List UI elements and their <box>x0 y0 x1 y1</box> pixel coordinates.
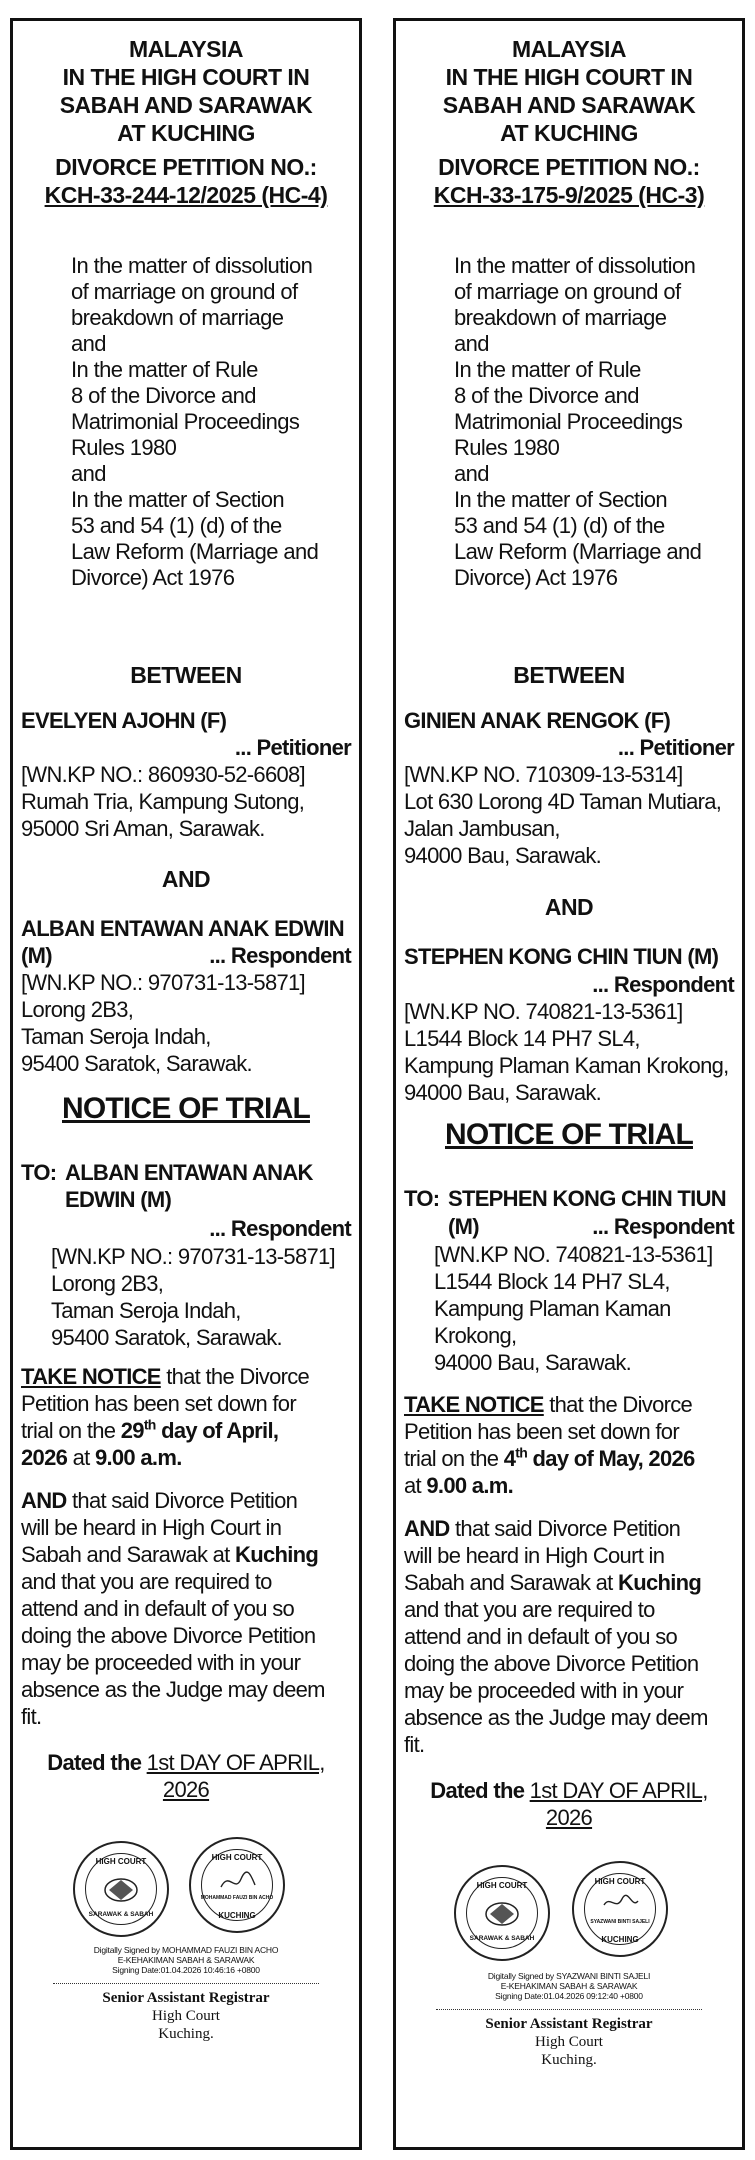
address-line: Taman Seroja Indah, <box>51 1298 241 1323</box>
signature-divider <box>436 2009 702 2010</box>
court-line: IN THE HIGH COURT IN <box>62 64 310 90</box>
dated-label: Dated the <box>47 1750 142 1775</box>
address-line: Rumah Tria, Kampung Sutong, <box>21 789 305 814</box>
registrar-block <box>396 2015 742 2069</box>
take-notice-paragraph <box>21 1363 351 1471</box>
petition-number: KCH-33-175-9/2025 (HC-3) <box>433 182 705 208</box>
signature-line: E-KEHAKIMAN SABAH & SARAWAK <box>117 1955 255 1965</box>
notice-heading <box>396 35 742 209</box>
seal-text: SARAWAK & SABAH <box>88 1911 154 1918</box>
matter-line: breakdown of marriage <box>71 305 284 330</box>
address-line: [WN.KP NO. 740821-13-5361] <box>434 1242 713 1267</box>
address-line: 95400 Saratok, Sarawak. <box>21 1051 252 1076</box>
heard-text: that said Divorce Petition <box>455 1516 681 1541</box>
address-line: L1544 Block 14 PH7 SL4, <box>434 1269 670 1294</box>
address-line: [WN.KP NO.: 860930-52-6608] <box>21 762 305 787</box>
court-line: AT KUCHING <box>500 120 638 146</box>
heard-paragraph <box>404 1515 734 1758</box>
take-notice-text: Petition has been set down for <box>21 1391 296 1416</box>
dated-label: Dated the <box>430 1778 525 1803</box>
court-seal <box>454 1865 550 1961</box>
seal-text: HIGH COURT <box>95 1857 147 1866</box>
seal-text: SARAWAK & SABAH <box>469 1935 535 1942</box>
signature-icon <box>217 1869 257 1895</box>
default-text: absence as the Judge may deem <box>404 1705 708 1730</box>
address-line: 95000 Sri Aman, Sarawak. <box>21 816 265 841</box>
matter-line: In the matter of dissolution <box>454 253 696 278</box>
address-line: [WN.KP NO.: 970731-13-5871] <box>51 1244 335 1269</box>
between-heading: BETWEEN <box>130 662 242 688</box>
matter-line: Rules 1980 <box>454 435 560 460</box>
trial-at: at <box>404 1473 421 1498</box>
to-role: ... Respondent <box>592 1214 734 1239</box>
address-line: [WN.KP NO.: 970731-13-5871] <box>21 970 305 995</box>
signature-divider <box>53 1983 319 1984</box>
default-text: fit. <box>21 1704 42 1729</box>
respondent-role: ... Respondent <box>592 972 734 997</box>
matter-line: 8 of the Divorce and <box>454 383 639 408</box>
heard-place: Kuching <box>618 1570 702 1595</box>
seal-text: HIGH COURT <box>594 1877 646 1886</box>
address-line: Lorong 2B3, <box>21 997 134 1022</box>
trial-day-suffix: th <box>515 1444 528 1461</box>
and-heading: AND <box>544 894 594 920</box>
dated-value: 1st DAY OF APRIL, <box>529 1778 708 1803</box>
address-line: Kampung Plaman Kaman Krokong, <box>404 1053 729 1078</box>
default-text: may be proceeded with in your <box>21 1650 301 1675</box>
petition-label: DIVORCE PETITION NO.: <box>438 154 700 180</box>
take-notice-text: Petition has been set down for <box>404 1419 679 1444</box>
registrar-title: Senior Assistant Registrar <box>485 2016 653 2032</box>
registrar-court: High Court <box>152 2008 220 2024</box>
to-address <box>434 1241 713 1376</box>
matter-line: Matrimonial Proceedings <box>454 409 683 434</box>
default-text: fit. <box>404 1732 425 1757</box>
address-line: L1544 Block 14 PH7 SL4, <box>404 1026 640 1051</box>
dated-value: 1st DAY OF APRIL, <box>146 1750 325 1775</box>
trial-time: 9.00 a.m. <box>426 1473 514 1498</box>
matter-line: Law Reform (Marriage and <box>71 539 319 564</box>
default-text: doing the above Divorce Petition <box>21 1623 316 1648</box>
default-text: may be proceeded with in your <box>404 1678 684 1703</box>
and-heading: AND <box>161 866 211 892</box>
address-line: Lot 630 Lorong 4D Taman Mutiara, <box>404 789 722 814</box>
respondent-address <box>21 969 305 1077</box>
matter-line: 8 of the Divorce and <box>71 383 256 408</box>
default-text: and that you are required to <box>404 1597 655 1622</box>
trial-time: 9.00 a.m. <box>94 1445 182 1470</box>
heard-text: that said Divorce Petition <box>72 1488 298 1513</box>
registrar-seal <box>189 1837 285 1933</box>
matter-line: of marriage on ground of <box>71 279 298 304</box>
address-line: Kampung Plaman Kaman <box>434 1296 671 1321</box>
country: MALAYSIA <box>129 36 243 62</box>
registrar-block <box>13 1989 359 2043</box>
seal-text: HIGH COURT <box>211 1853 263 1862</box>
court-notice-right <box>393 18 745 2150</box>
matter-line: In the matter of Rule <box>454 357 641 382</box>
address-line: 94000 Bau, Sarawak. <box>404 843 602 868</box>
default-text: absence as the Judge may deem <box>21 1677 325 1702</box>
matter-line: Divorce) Act 1976 <box>71 565 235 590</box>
seal-text: KUCHING <box>218 1911 256 1920</box>
address-line: [WN.KP NO. 710309-13-5314] <box>404 762 683 787</box>
matter-line: and <box>71 331 106 356</box>
signature-line: Digitally Signed by MOHAMMAD FAUZI BIN ACHO <box>93 1945 279 1955</box>
address-line: Lorong 2B3, <box>51 1271 164 1296</box>
dated-line <box>13 1749 359 1803</box>
heard-paragraph <box>21 1487 351 1730</box>
matter-line: In the matter of Section <box>454 487 668 512</box>
heard-text: Sabah and Sarawak at <box>404 1570 613 1595</box>
registrar-title: Senior Assistant Registrar <box>102 1990 270 2006</box>
matter-line: and <box>454 331 489 356</box>
signature-line: Signing Date:01.04.2026 10:46:16 +0800 <box>112 1965 260 1975</box>
petition-number: KCH-33-244-12/2025 (HC-4) <box>44 182 328 208</box>
default-text: doing the above Divorce Petition <box>404 1651 699 1676</box>
respondent-address <box>404 998 729 1106</box>
petitioner-name: EVELYEN AJOHN (F) <box>21 708 227 733</box>
heard-place: Kuching <box>235 1542 319 1567</box>
take-notice-lead: TAKE NOTICE <box>404 1392 544 1417</box>
petitioner-address <box>404 761 721 869</box>
respondent-name: (M) <box>21 943 52 968</box>
crest-icon <box>101 1875 141 1905</box>
signature-line: E-KEHAKIMAN SABAH & SARAWAK <box>500 1981 638 1991</box>
seal-signer: SYAZWANI BINTI SAJELI <box>590 1919 650 1925</box>
matter-line: and <box>454 461 489 486</box>
court-notice-left <box>10 18 362 2150</box>
court-line: SABAH AND SARAWAK <box>59 92 313 118</box>
matter-clauses <box>454 253 736 591</box>
heard-lead: AND <box>21 1488 67 1513</box>
take-notice-text: that the Divorce <box>166 1364 310 1389</box>
to-address <box>51 1243 335 1351</box>
matter-line: Rules 1980 <box>71 435 177 460</box>
to-label: TO: <box>21 1160 57 1185</box>
registrar-seal <box>572 1861 668 1957</box>
notice-of-trial-title: NOTICE OF TRIAL <box>62 1092 310 1125</box>
registrar-place: Kuching. <box>158 2026 214 2042</box>
heard-lead: AND <box>404 1516 450 1541</box>
to-role: ... Respondent <box>209 1216 351 1241</box>
signature-icon <box>600 1891 640 1917</box>
trial-prefix: trial on the <box>404 1446 499 1471</box>
take-notice-paragraph <box>404 1391 734 1499</box>
petitioner-role: ... Petitioner <box>617 735 734 760</box>
to-label: TO: <box>404 1186 440 1211</box>
matter-line: Matrimonial Proceedings <box>71 409 300 434</box>
dated-year: 2026 <box>162 1777 210 1802</box>
notice-of-trial-title: NOTICE OF TRIAL <box>445 1118 693 1151</box>
heard-text: Sabah and Sarawak at <box>21 1542 230 1567</box>
address-line: Jalan Jambusan, <box>404 816 560 841</box>
between-heading: BETWEEN <box>513 662 625 688</box>
matter-line: of marriage on ground of <box>454 279 681 304</box>
notice-heading <box>13 35 359 209</box>
address-line: Taman Seroja Indah, <box>21 1024 211 1049</box>
address-line: Krokong, <box>434 1323 517 1348</box>
address-line: 95400 Saratok, Sarawak. <box>51 1325 282 1350</box>
matter-line: 53 and 54 (1) (d) of the <box>454 513 665 538</box>
seal-text: KUCHING <box>601 1935 639 1944</box>
matter-line: 53 and 54 (1) (d) of the <box>71 513 282 538</box>
court-seal <box>73 1841 169 1937</box>
take-notice-lead: TAKE NOTICE <box>21 1364 161 1389</box>
court-line: IN THE HIGH COURT IN <box>445 64 693 90</box>
trial-date: day of May, 2026 <box>532 1446 695 1471</box>
trial-prefix: trial on the <box>21 1418 116 1443</box>
take-notice-text: that the Divorce <box>549 1392 693 1417</box>
seal-signer: MOHAMMAD FAUZI BIN ACHO <box>200 1895 274 1901</box>
default-text: attend and in default of you so <box>21 1596 295 1621</box>
trial-day: 29 <box>120 1418 144 1443</box>
petitioner-address <box>21 761 305 842</box>
trial-at: at <box>72 1445 90 1470</box>
registrar-place: Kuching. <box>541 2052 597 2068</box>
default-text: attend and in default of you so <box>404 1624 678 1649</box>
signature-line: Digitally Signed by SYAZWANI BINTI SAJELI <box>487 1971 651 1981</box>
crest-icon <box>482 1899 522 1929</box>
matter-line: In the matter of Rule <box>71 357 258 382</box>
to-name: STEPHEN KONG CHIN TIUN <box>448 1186 726 1211</box>
matter-line: In the matter of Section <box>71 487 285 512</box>
matter-line: and <box>71 461 106 486</box>
trial-day: 4 <box>503 1446 516 1471</box>
court-line: AT KUCHING <box>117 120 255 146</box>
matter-clauses <box>71 253 353 591</box>
address-line: [WN.KP NO. 740821-13-5361] <box>404 999 683 1024</box>
address-line: 94000 Bau, Sarawak. <box>404 1080 602 1105</box>
registrar-court: High Court <box>535 2034 603 2050</box>
to-name: ALBAN ENTAWAN ANAK <box>65 1160 313 1185</box>
petitioner-name: GINIEN ANAK RENGOK (F) <box>404 708 671 733</box>
trial-year: 2026 <box>21 1445 68 1470</box>
petition-label: DIVORCE PETITION NO.: <box>55 154 317 180</box>
dated-line <box>396 1777 742 1831</box>
heard-text: will be heard in High Court in <box>21 1515 282 1540</box>
seal-text: HIGH COURT <box>476 1881 528 1890</box>
respondent-name: STEPHEN KONG CHIN TIUN (M) <box>404 944 719 969</box>
trial-day-suffix: th <box>143 1416 156 1433</box>
heard-text: will be heard in High Court in <box>404 1543 665 1568</box>
trial-date: day of April, <box>161 1418 279 1443</box>
matter-line: Law Reform (Marriage and <box>454 539 702 564</box>
respondent-role: ... Respondent <box>209 943 351 968</box>
court-line: SABAH AND SARAWAK <box>442 92 696 118</box>
matter-line: Divorce) Act 1976 <box>454 565 618 590</box>
digital-signature <box>396 1971 742 2001</box>
respondent-name: ALBAN ENTAWAN ANAK EDWIN <box>21 916 344 941</box>
country: MALAYSIA <box>512 36 626 62</box>
default-text: and that you are required to <box>21 1569 272 1594</box>
digital-signature <box>13 1945 359 1975</box>
address-line: 94000 Bau, Sarawak. <box>434 1350 632 1375</box>
petitioner-role: ... Petitioner <box>234 735 351 760</box>
matter-line: breakdown of marriage <box>454 305 667 330</box>
to-name: (M) <box>448 1214 479 1239</box>
dated-year: 2026 <box>545 1805 593 1830</box>
matter-line: In the matter of dissolution <box>71 253 313 278</box>
signature-line: Signing Date:01.04.2026 09:12:40 +0800 <box>495 1991 643 2001</box>
to-name: EDWIN (M) <box>65 1187 172 1212</box>
